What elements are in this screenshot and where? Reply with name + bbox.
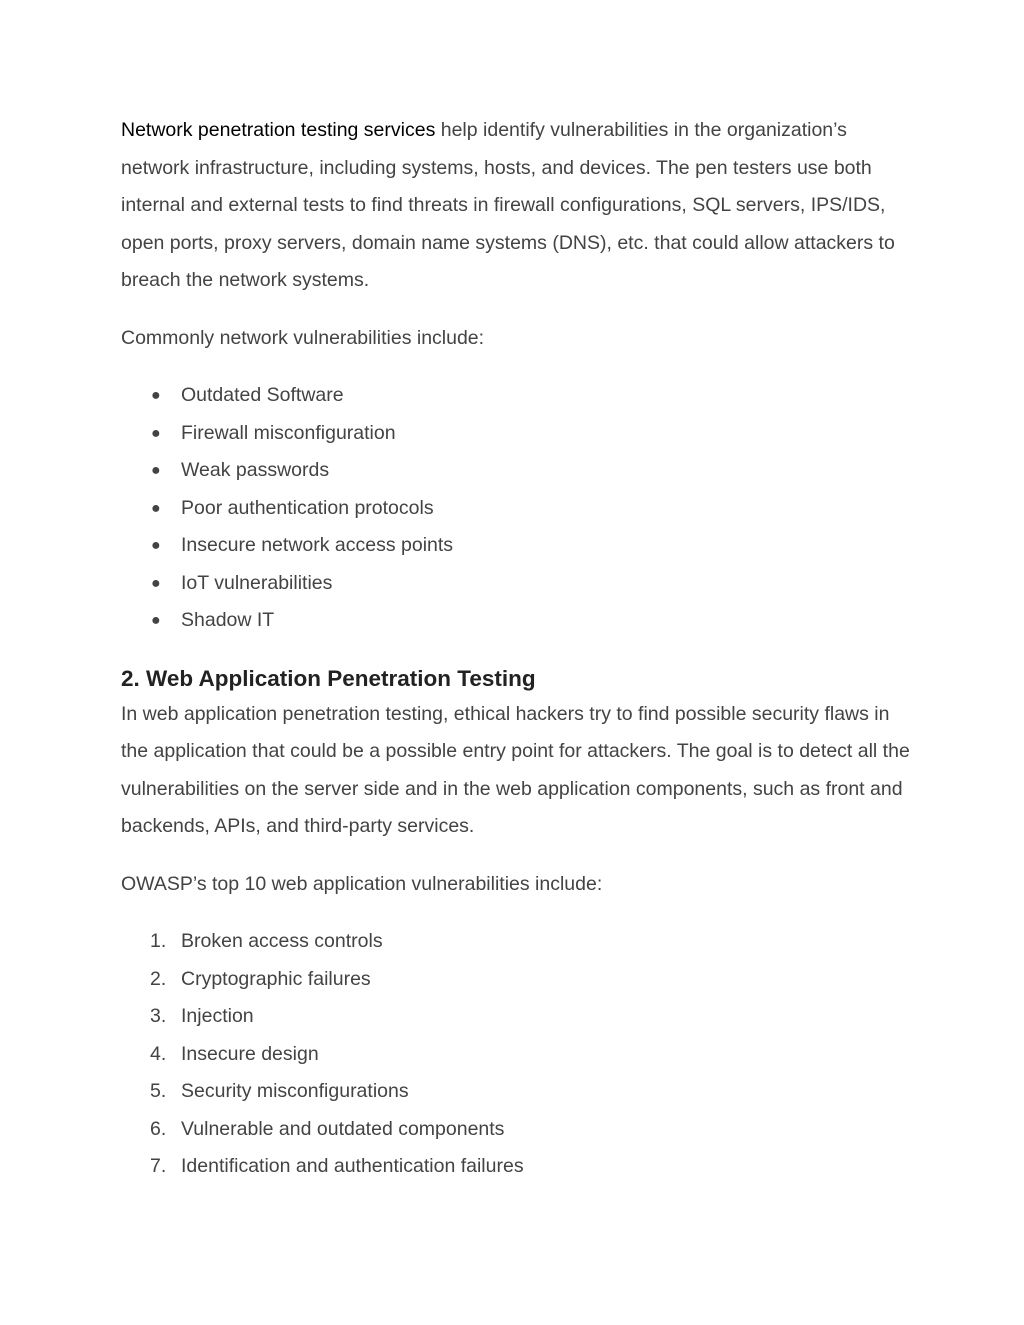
list-item-text: Identification and authentication failures [181,1155,524,1177]
web-app-paragraph: In web application penetration testing, ethical hackers try to find possible security flaws in the application that could be a possible entry point for attackers. The goal is to detect all the vulnerabilities on the server side and in the web application components, such as front and backends, APIs, and third-party services. [121,702,910,837]
list-item [121,1111,911,1149]
list-number: 2. [150,967,167,990]
list-item [121,602,911,640]
network-vulnerabilities-lead: Commonly network vulnerabilities include: [121,326,485,349]
list-item-text: Cryptographic failures [181,967,371,990]
list-item [121,1148,911,1186]
bullet-icon: ● [151,387,161,404]
list-number: 3. [150,1005,167,1027]
bullet-icon: ● [151,424,161,442]
list-item [121,923,911,961]
list-item-text: Firewall misconfiguration [181,421,396,444]
bullet-icon: ● [151,499,161,517]
list-item-text: Injection [181,1005,254,1027]
list-item [121,565,911,603]
list-number: 1. [150,930,167,952]
list-number: 6. [150,1117,167,1140]
document-page [121,112,911,1186]
list-item-text: Shadow IT [181,609,275,631]
bullet-icon: ● [151,537,161,554]
list-item-text: Outdated Software [181,384,344,406]
list-item-text: Security misconfigurations [181,1080,409,1102]
list-item-text: Weak passwords [181,459,330,481]
owasp-lead: OWASP’s top 10 web application vulnerabilities include: [121,872,603,895]
list-item-text: Insecure design [181,1042,319,1065]
list-item [121,377,911,415]
list-item-text: IoT vulnerabilities [181,571,333,594]
network-pentest-services-link[interactable]: Network penetration testing services [121,119,436,141]
network-vulnerabilities-list [121,377,911,640]
bullet-icon: ● [151,462,161,479]
list-item-text: Insecure network access points [181,534,454,556]
bullet-icon: ● [151,574,161,592]
list-number: 5. [150,1080,167,1102]
list-item [121,527,911,565]
list-item [121,1036,911,1074]
bullet-icon: ● [151,612,161,629]
list-number: 7. [150,1155,167,1177]
web-app-pentest-heading: 2. Web Application Penetration Testing [121,665,536,691]
list-item [121,415,911,453]
list-item-text: Vulnerable and outdated components [181,1117,505,1140]
list-item-text: Broken access controls [181,930,383,952]
intro-paragraph [121,112,911,300]
list-number: 4. [150,1042,167,1065]
owasp-vulnerabilities-list [121,923,911,1186]
intro-text: help identify vulnerabilities in the organization’s network infrastructure, including systems, hosts, and devices. The pen testers use both internal and external tests to find threats in firewall configurations, SQL servers, IPS/IDS, open ports, proxy servers, domain name systems (DNS), etc. that could allow attackers to breach the network systems. [121,119,895,291]
list-item [121,998,911,1036]
list-item [121,452,911,490]
list-item [121,1073,911,1111]
list-item-text: Poor authentication protocols [181,496,434,519]
list-item [121,490,911,528]
list-item [121,961,911,999]
